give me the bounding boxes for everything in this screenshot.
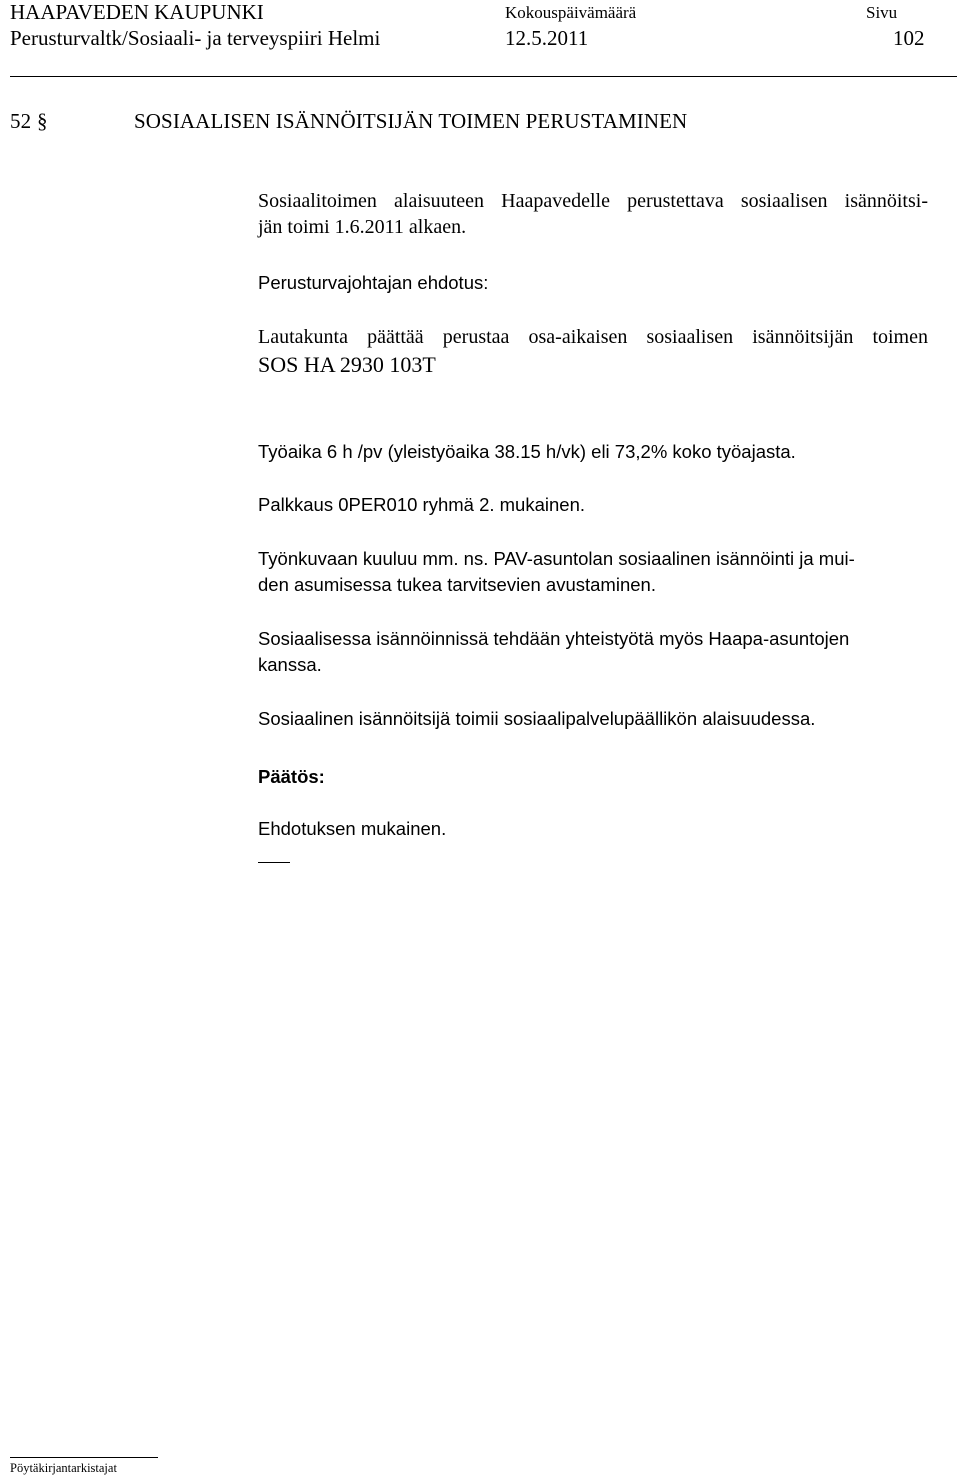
decision-heading: Päätös: <box>258 766 325 787</box>
cooperation-line-2: kanssa. <box>258 654 322 675</box>
section-number: 52 <box>10 109 32 133</box>
duties-line-2: den asumisessa tukea tarvitsevien avustaminen. <box>258 574 656 595</box>
footer-rule <box>10 1457 158 1458</box>
organization-name: HAAPAVEDEN KAUPUNKI <box>10 0 264 24</box>
intro-line-1: Sosiaalitoimen alaisuuteen Haapavedelle perustettava sosiaalisen isännöitsi- <box>258 190 928 212</box>
decision-text: Ehdotuksen mukainen. <box>258 818 447 839</box>
proposal-code: SOS HA 2930 103T <box>258 352 436 377</box>
supervision: Sosiaalinen isännöitsijä toimii sosiaalipalvelupäällikön alaisuudessa. <box>258 708 816 729</box>
salary: Palkkaus 0PER010 ryhmä 2. mukainen. <box>258 494 586 515</box>
section-title: SOSIAALISEN ISÄNNÖITSIJÄN TOIMEN PERUSTAMINEN <box>134 109 688 133</box>
header-divider <box>10 76 957 77</box>
proposal-line-1: Lautakunta päättää perustaa osa-aikaisen sosiaalisen isännöitsijän toimen <box>258 326 928 348</box>
duties-line-1: Työnkuvaan kuuluu mm. ns. PAV-asuntolan sosiaalinen isännöinti ja mui- <box>258 548 855 569</box>
working-time: Työaika 6 h /pv (yleistyöaika 38.15 h/vk) eli 73,2% koko työajasta. <box>258 441 796 462</box>
section-symbol: § <box>37 109 48 133</box>
meeting-date: 12.5.2011 <box>505 26 589 50</box>
footer-label: Pöytäkirjantarkistajat <box>10 1461 117 1475</box>
intro-line-2: jän toimi 1.6.2011 alkaen. <box>258 216 467 238</box>
date-label: Kokouspäivämäärä <box>505 3 637 22</box>
committee-name: Perusturvaltk/Sosiaali- ja terveyspiiri Helmi <box>10 26 381 50</box>
page-number: 102 <box>893 26 925 50</box>
proposal-heading: Perusturvajohtajan ehdotus: <box>258 272 489 293</box>
cooperation-line-1: Sosiaalisessa isännöinnissä tehdään yhteistyötä myös Haapa-asuntojen <box>258 628 850 649</box>
page-label: Sivu <box>866 3 898 22</box>
end-rule <box>258 862 290 863</box>
